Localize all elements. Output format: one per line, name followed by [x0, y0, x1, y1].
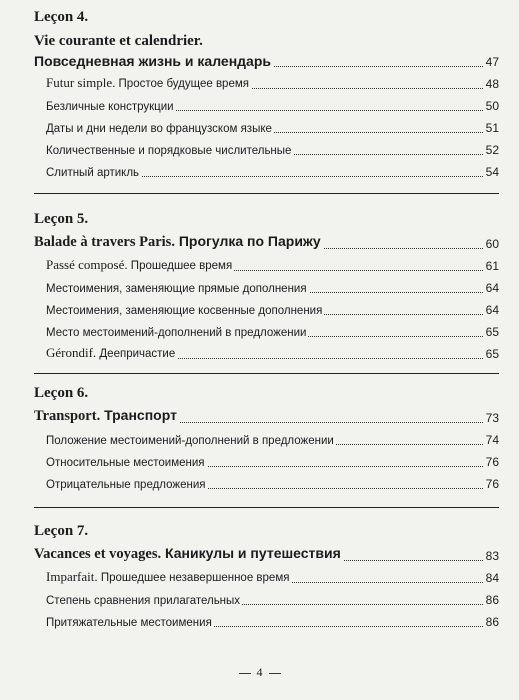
- lesson-title-row: [34, 540, 499, 566]
- toc-item: [34, 342, 499, 364]
- page-number: 83: [485, 549, 499, 563]
- toc-item-label: Passé composé. Прошедшее время: [46, 257, 233, 272]
- page-number: 86: [485, 615, 499, 629]
- toc-item-label: Положение местоимений-дополнений в предложении: [46, 435, 334, 447]
- page-number: 73: [485, 411, 499, 425]
- page-number: 76: [485, 477, 499, 491]
- toc-item-label: Степень сравнения прилагательных: [46, 595, 241, 607]
- lesson-4-section: [34, 8, 499, 182]
- lesson-5-section: [34, 210, 499, 364]
- toc-item: [34, 276, 499, 298]
- lesson-label: Leçon 6.: [34, 385, 89, 401]
- page-number: 60: [485, 237, 499, 251]
- toc-item-label: Местоимения, заменяющие прямые дополнения: [46, 283, 307, 295]
- toc-item-label: Относительные местоимения: [46, 457, 205, 469]
- toc-item-label: Gérondif. Деепричастие: [46, 345, 176, 360]
- toc-item: [34, 94, 499, 116]
- page-footer: [0, 665, 519, 680]
- section-divider: [34, 507, 499, 508]
- page-number: 47: [485, 55, 499, 69]
- page-number: 76: [485, 455, 499, 469]
- toc-item-label: Притяжательные местоимения: [46, 617, 212, 629]
- toc-item: [34, 428, 499, 450]
- lesson-7-section: [34, 522, 499, 632]
- toc-item-label: Местоимения, заменяющие косвенные дополнения: [46, 305, 323, 317]
- toc-item-label: Место местоимений-дополнений в предложении: [46, 327, 307, 339]
- toc-item: [34, 566, 499, 588]
- lesson-title: Balade à travers Paris. Прогулка по Парижу: [34, 233, 321, 250]
- toc-item: [34, 588, 499, 610]
- page-number: 52: [485, 143, 499, 157]
- toc-item: [34, 116, 499, 138]
- page-number: 65: [485, 325, 499, 339]
- toc-item: [34, 450, 499, 472]
- page-number: 48: [485, 77, 499, 91]
- lesson-title-row: [34, 50, 499, 72]
- lesson-title-fr: Vie courante et calendrier.: [34, 33, 203, 49]
- toc-item-label: Отрицательные предложения: [46, 479, 206, 491]
- page-number: 84: [485, 571, 499, 585]
- footer-page-number: 4: [256, 665, 263, 679]
- page-number: 64: [485, 281, 499, 295]
- section-divider: [34, 373, 499, 374]
- lesson-title: Vacances et voyages. Каникулы и путешествия: [34, 545, 341, 562]
- toc-item-label: Безличные конструкции: [46, 101, 174, 113]
- lesson-title-row: [34, 402, 499, 428]
- page-number: 50: [485, 99, 499, 113]
- toc-item: [34, 320, 499, 342]
- lesson-label: Leçon 7.: [34, 523, 89, 539]
- page-number: 51: [485, 121, 499, 135]
- lesson-title-row: [34, 228, 499, 254]
- lesson-label: Leçon 5.: [34, 211, 89, 227]
- lesson-title-ru: Повседневная жизнь и календарь: [34, 53, 271, 69]
- lesson-6-section: [34, 384, 499, 494]
- toc-item-label: Слитный артикль: [46, 167, 140, 179]
- footer-dash: [269, 673, 281, 674]
- toc-item: [34, 472, 499, 494]
- toc-item: [34, 254, 499, 276]
- toc-item: [34, 138, 499, 160]
- page-number: 65: [485, 347, 499, 361]
- toc-item: [34, 160, 499, 182]
- page-number: 61: [485, 259, 499, 273]
- footer-dash: [239, 673, 251, 674]
- toc-item-label: Imparfait. Прошедшее незавершенное время: [46, 569, 290, 584]
- toc-item: [34, 298, 499, 320]
- page-number: 86: [485, 593, 499, 607]
- page-number: 74: [485, 433, 499, 447]
- section-divider: [34, 193, 499, 194]
- toc-item: [34, 72, 499, 94]
- page-number: 54: [485, 165, 499, 179]
- toc-item-label: Количественные и порядковые числительные: [46, 145, 292, 157]
- toc-item-label: Futur simple. Простое будущее время: [46, 75, 249, 90]
- toc-item-label: Даты и дни недели во французском языке: [46, 123, 272, 135]
- lesson-title: Transport. Транспорт: [34, 407, 177, 424]
- page-number: 64: [485, 303, 499, 317]
- lesson-label: Leçon 4.: [34, 9, 89, 25]
- toc-item: [34, 610, 499, 632]
